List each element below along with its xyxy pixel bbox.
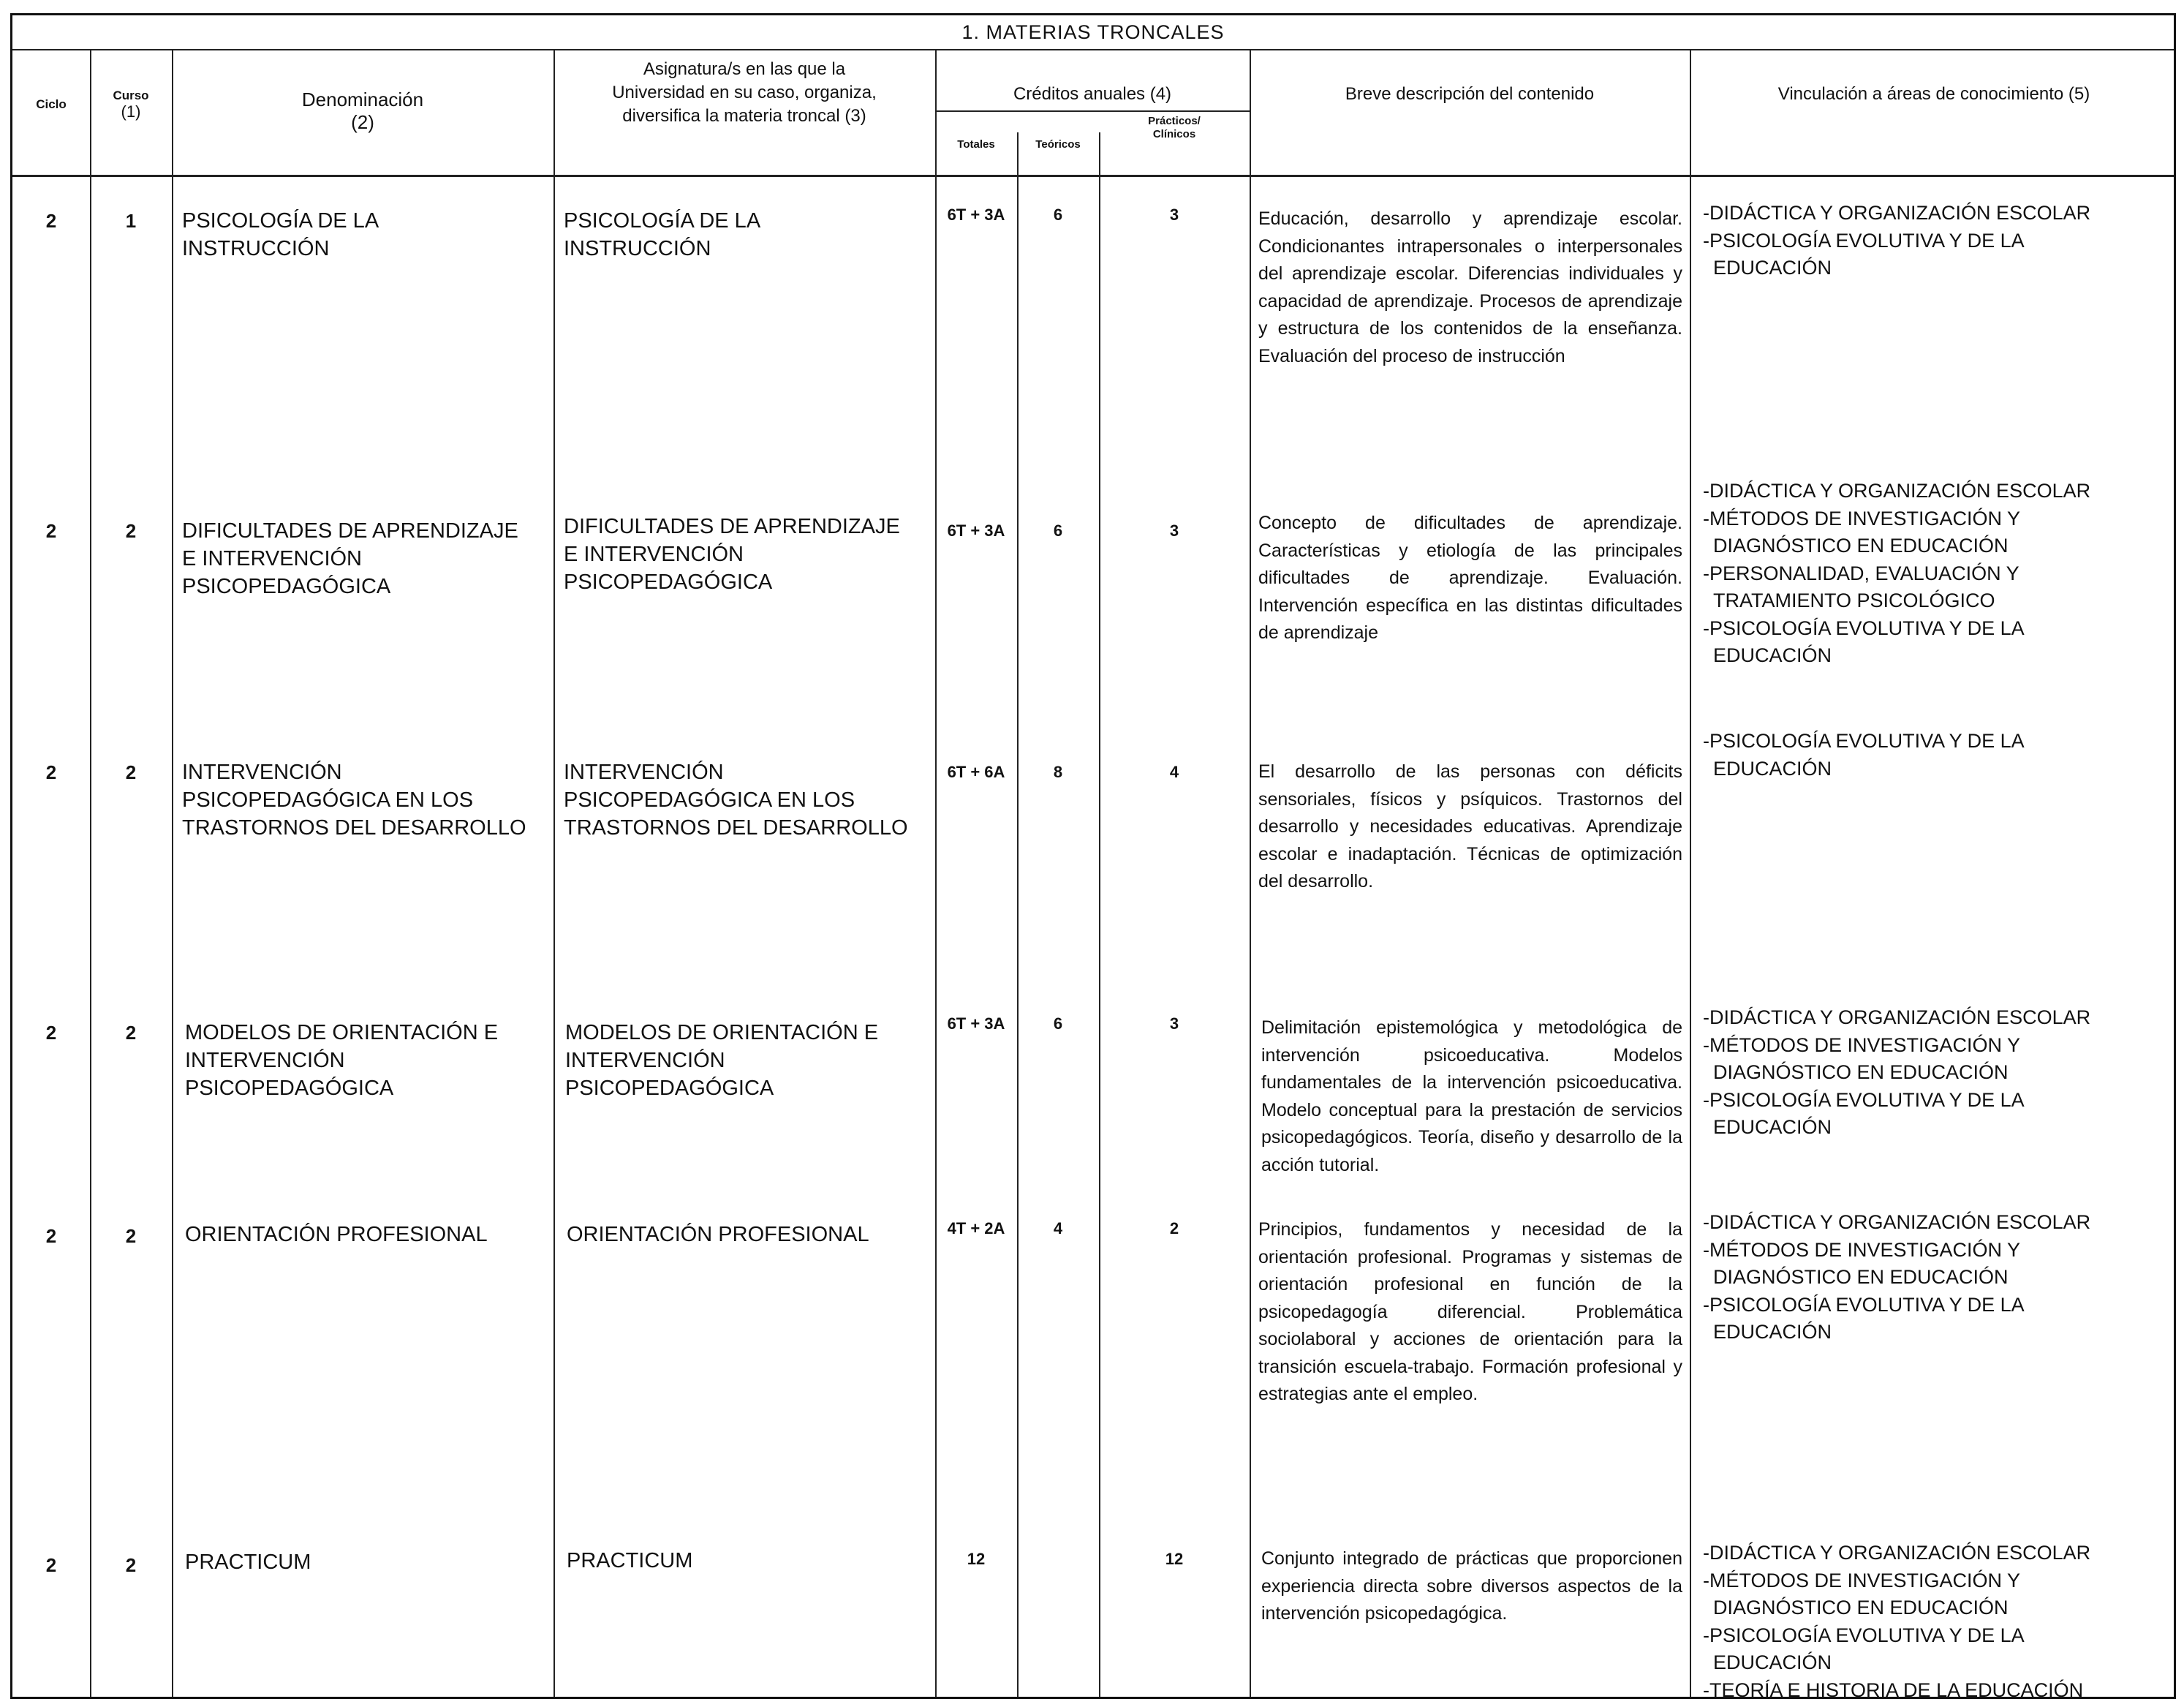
col-divider xyxy=(1690,50,1691,1697)
teoricos-cell: 6 xyxy=(1053,1014,1063,1033)
practicos-cell: 3 xyxy=(1169,1014,1179,1033)
areas-cell: -DIDÁCTICA Y ORGANIZACIÓN ESCOLAR -MÉTODOS DE INVESTIGACIÓN Y DIAGNÓSTICO EN EDUCACIÓN -PSICOLOGÍA EVOLUTIVA Y DE LA EDUCACIÓN xyxy=(1703,1006,2091,1138)
ciclo-cell: 2 xyxy=(45,210,57,232)
practicos-cell: 2 xyxy=(1169,1219,1179,1237)
header-teoricos: Teóricos xyxy=(1035,138,1081,151)
ciclo-cell: 2 xyxy=(45,1022,57,1044)
totales-cell: 6T + 3A xyxy=(947,206,1005,224)
asignatura-cell: INTERVENCIÓN PSICOPEDAGÓGICA EN LOS TRASTORNOS DEL DESARROLLO xyxy=(564,761,908,840)
curso-cell: 2 xyxy=(125,1225,137,1247)
col-divider xyxy=(1017,132,1019,1697)
denominacion-cell: PRACTICUM xyxy=(185,1550,311,1574)
teoricos-cell: 6 xyxy=(1053,206,1063,224)
areas-cell: -DIDÁCTICA Y ORGANIZACIÓN ESCOLAR -MÉTODOS DE INVESTIGACIÓN Y DIAGNÓSTICO EN EDUCACIÓN -PSICOLOGÍA EVOLUTIVA Y DE LA EDUCACIÓN xyxy=(1703,1211,2091,1343)
descripcion-cell: El desarrollo de las personas con déficits sensoriales, físicos y psíquicos. Trastornos del desarrollo y necesidades educativas. Aprendizaje escolar e inadaptación. Técnicas de optimización del desarrollo. xyxy=(1258,761,1682,892)
descripcion-cell: Principios, fundamentos y necesidad de la orientación profesional. Programas y sistemas de orientación profesional en función de la psicopedagogía diferencial. Problemática sociolaboral y acciones de orientación para la transición escuela-trabajo. Formación profesional y estrategias ante el empleo. xyxy=(1258,1219,1682,1404)
curso-cell: 1 xyxy=(125,210,137,232)
col-divider xyxy=(553,50,555,1697)
curso-cell: 2 xyxy=(125,761,137,783)
curso-cell: 2 xyxy=(125,520,137,542)
areas-cell: -DIDÁCTICA Y ORGANIZACIÓN ESCOLAR -MÉTODOS DE INVESTIGACIÓN Y DIAGNÓSTICO EN EDUCACIÓN -PERSONALIDAD, EVALUACIÓN Y TRATAMIENTO PSICOLÓGICO -PSICOLOGÍA EVOLUTIVA Y DE LA EDUCACIÓN xyxy=(1703,480,2091,666)
denominacion-cell: ORIENTACIÓN PROFESIONAL xyxy=(185,1223,488,1246)
header-vinculacion: Vinculación a áreas de conocimiento (5) xyxy=(1777,84,2090,104)
descripcion-cell: Conjunto integrado de prácticas que proporcionen experiencia directa sobre diversos aspectos de la intervención psicopedagógica. xyxy=(1261,1548,1682,1624)
asignatura-cell: PSICOLOGÍA DE LA INSTRUCCIÓN xyxy=(564,209,761,260)
curso-cell: 2 xyxy=(125,1554,137,1576)
troncales-table xyxy=(10,13,2176,1699)
practicos-cell: 4 xyxy=(1169,763,1179,781)
col-divider xyxy=(935,50,937,1697)
header-curso: Curso (1) xyxy=(113,88,149,121)
table-title: 1. MATERIAS TRONCALES xyxy=(961,21,1225,43)
asignatura-cell: ORIENTACIÓN PROFESIONAL xyxy=(567,1223,869,1246)
teoricos-cell: 4 xyxy=(1053,1219,1063,1237)
areas-cell: -PSICOLOGÍA EVOLUTIVA Y DE LA EDUCACIÓN xyxy=(1703,730,2025,780)
header-descripcion: Breve descripción del contenido xyxy=(1345,84,1595,104)
practicos-cell: 3 xyxy=(1169,521,1179,540)
header-divider xyxy=(12,175,2174,177)
ciclo-cell: 2 xyxy=(45,1225,57,1247)
header-practicos: Prácticos/ Clínicos xyxy=(1148,115,1201,140)
teoricos-cell: 8 xyxy=(1053,763,1063,781)
denominacion-cell: MODELOS DE ORIENTACIÓN E INTERVENCIÓN PSICOPEDAGÓGICA xyxy=(185,1021,499,1100)
asignatura-cell: PRACTICUM xyxy=(567,1549,693,1572)
asignatura-cell: MODELOS DE ORIENTACIÓN E INTERVENCIÓN PSICOPEDAGÓGICA xyxy=(565,1021,879,1100)
col-divider xyxy=(172,50,173,1697)
col-divider xyxy=(1250,50,1251,1697)
descripcion-cell: Delimitación epistemológica y metodológica de intervención psicoeducativa. Modelos fundamentales de la intervención psicoeducativa. Modelo conceptual para la prestación de servicios psicopedagógicos. Teoría, diseño y desarrollo de la acción tutorial. xyxy=(1261,1017,1682,1175)
header-denominacion: Denominación (2) xyxy=(301,88,424,133)
totales-cell: 12 xyxy=(967,1550,986,1568)
credits-divider xyxy=(935,110,1250,112)
practicos-cell: 12 xyxy=(1165,1550,1184,1568)
ciclo-cell: 2 xyxy=(45,520,57,542)
totales-cell: 6T + 3A xyxy=(947,521,1005,540)
denominacion-cell: DIFICULTADES DE APRENDIZAJE E INTERVENCIÓN PSICOPEDAGÓGICA xyxy=(182,519,518,598)
title-divider xyxy=(12,49,2174,50)
totales-cell: 4T + 2A xyxy=(947,1219,1005,1237)
header-totales: Totales xyxy=(957,138,995,151)
descripcion-cell: Concepto de dificultades de aprendizaje. Características y etiología de las principales dificultades de aprendizaje. Evaluación. Intervención específica en las distintas dificultades de aprendizaje xyxy=(1258,513,1682,643)
ciclo-cell: 2 xyxy=(45,1554,57,1576)
col-divider xyxy=(90,50,91,1697)
header-creditos: Créditos anuales (4) xyxy=(1013,84,1172,104)
descripcion-cell: Educación, desarrollo y aprendizaje escolar. Condicionantes intrapersonales o interpersonales del aprendizaje escolar. Diferencias individuales y capacidad de aprendizaje. Procesos de aprendizaje y estructura de los contenidos de la enseñanza. Evaluación del proceso de instrucción xyxy=(1258,208,1682,366)
header-ciclo: Ciclo xyxy=(36,97,67,111)
areas-cell: -DIDÁCTICA Y ORGANIZACIÓN ESCOLAR -PSICOLOGÍA EVOLUTIVA Y DE LA EDUCACIÓN xyxy=(1703,202,2091,279)
areas-cell: -DIDÁCTICA Y ORGANIZACIÓN ESCOLAR -MÉTODOS DE INVESTIGACIÓN Y DIAGNÓSTICO EN EDUCACIÓN -PSICOLOGÍA EVOLUTIVA Y DE LA EDUCACIÓN -TEORÍA E HISTORIA DE LA EDUCACIÓN xyxy=(1703,1542,2091,1701)
denominacion-cell: INTERVENCIÓN PSICOPEDAGÓGICA EN LOS TRASTORNOS DEL DESARROLLO xyxy=(182,761,526,840)
curso-cell: 2 xyxy=(125,1022,137,1044)
asignatura-cell: DIFICULTADES DE APRENDIZAJE E INTERVENCIÓN PSICOPEDAGÓGICA xyxy=(564,515,900,594)
teoricos-cell: 6 xyxy=(1053,521,1063,540)
practicos-cell: 3 xyxy=(1169,206,1179,224)
col-divider xyxy=(1099,132,1100,1697)
totales-cell: 6T + 3A xyxy=(947,1014,1005,1033)
ciclo-cell: 2 xyxy=(45,761,57,783)
header-asignaturas: Asignatura/s en las que la Universidad en su caso, organiza, diversifica la materia troncal (3) xyxy=(612,59,877,126)
totales-cell: 6T + 6A xyxy=(947,763,1005,781)
denominacion-cell: PSICOLOGÍA DE LA INSTRUCCIÓN xyxy=(182,209,379,260)
